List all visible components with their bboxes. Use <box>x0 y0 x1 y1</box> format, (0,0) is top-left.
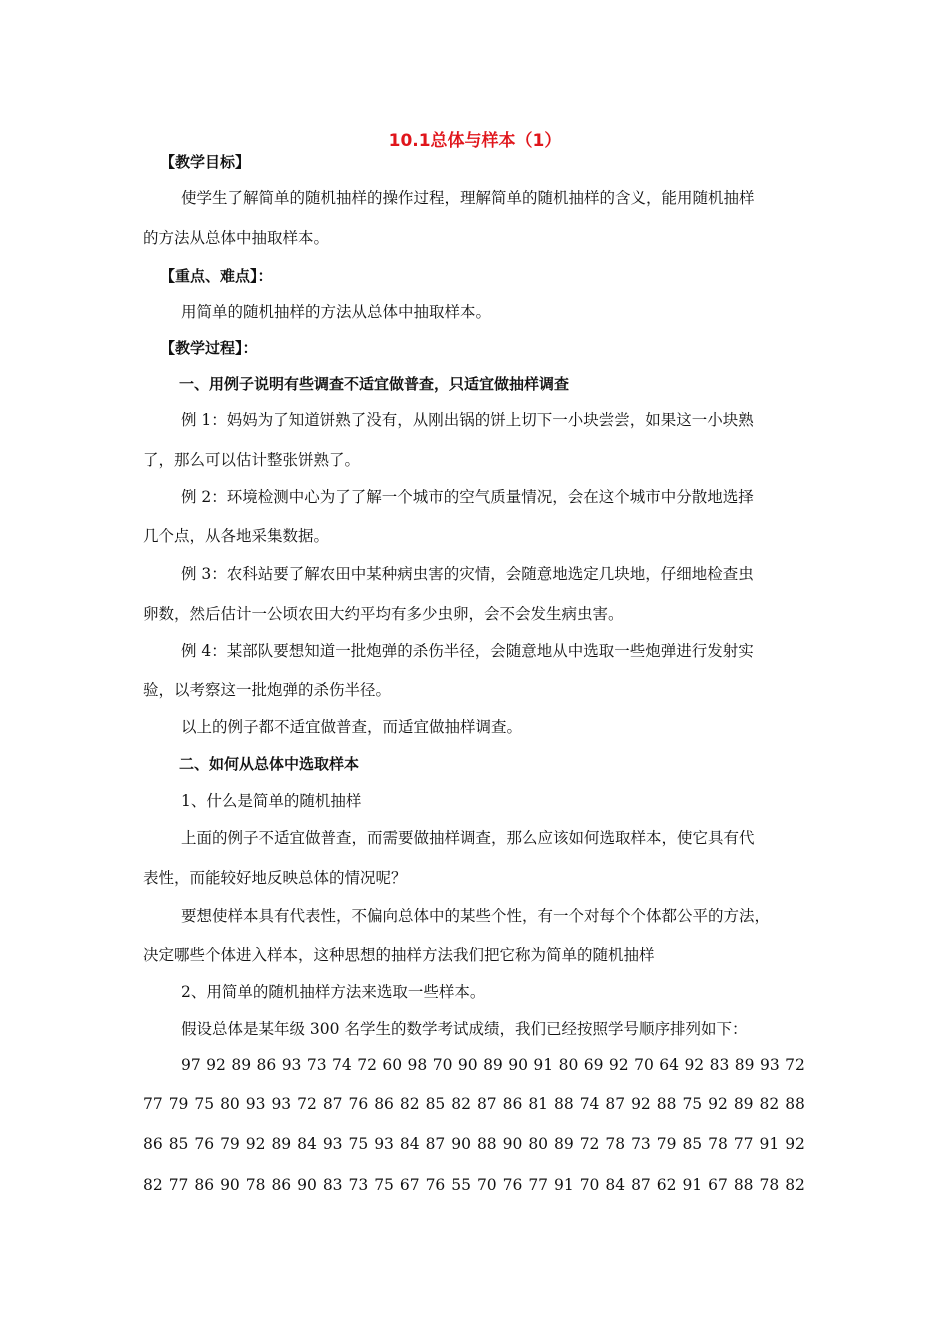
score-value: 87 <box>476 1095 497 1113</box>
score-value: 97 <box>181 1056 201 1074</box>
example3-line-1: 例 3：农科站要了解农田中某种病虫害的灾情，会随意地选定几块地，仔细地检查虫 <box>181 565 754 583</box>
score-value: 73 <box>306 1056 327 1074</box>
score-value: 91 <box>554 1176 574 1194</box>
score-value: 82 <box>759 1095 780 1113</box>
score-value: 90 <box>508 1056 528 1074</box>
score-value: 79 <box>656 1135 677 1153</box>
score-value: 83 <box>709 1056 730 1074</box>
score-value: 77 <box>168 1176 189 1194</box>
score-value: 72 <box>785 1056 805 1074</box>
score-value: 93 <box>271 1095 292 1113</box>
score-value: 93 <box>374 1135 394 1153</box>
scores-row-2 <box>143 1092 805 1116</box>
score-value: 76 <box>194 1135 215 1153</box>
score-value: 55 <box>451 1176 471 1194</box>
score-value: 80 <box>558 1056 579 1074</box>
score-value: 90 <box>451 1135 471 1153</box>
example3-line-2: 卵数，然后估计一公顷农田大约平均有多少虫卵，会不会发生病虫害。 <box>143 605 624 623</box>
score-value: 69 <box>583 1056 604 1074</box>
score-value: 67 <box>708 1176 728 1194</box>
score-value: 75 <box>194 1095 215 1113</box>
score-value: 84 <box>297 1135 317 1153</box>
score-value: 93 <box>281 1056 302 1074</box>
score-value: 64 <box>659 1056 679 1074</box>
score-value: 84 <box>399 1135 420 1153</box>
score-value: 75 <box>374 1176 394 1194</box>
subsection1-para2-line-1: 要想使样本具有代表性，不偏向总体中的某些个性，有一个对每个个体都公平的方法， <box>181 907 771 925</box>
score-value: 74 <box>579 1095 600 1113</box>
subsection1-para1-line-1: 上面的例子不适宜做普查，而需要做抽样调查，那么应该如何选取样本，使它具有代 <box>181 829 755 847</box>
key-points-heading: 【重点、难点】： <box>160 267 273 285</box>
score-value: 86 <box>256 1056 277 1074</box>
score-value: 70 <box>476 1176 497 1194</box>
example2-line-1: 例 2：环境检测中心为了了解一个城市的空气质量情况，会在这个城市中分散地选择 <box>181 488 754 506</box>
example1-line-1: 例 1：妈妈为了知道饼熟了没有，从刚出锅的饼上切下一小块尝尝，如果这一小块熟 <box>181 411 754 429</box>
score-value: 88 <box>554 1095 574 1113</box>
score-value: 60 <box>382 1056 403 1074</box>
score-value: 86 <box>502 1095 523 1113</box>
score-value: 79 <box>168 1095 189 1113</box>
objective-text-line-2: 的方法从总体中抽取样本。 <box>143 229 330 247</box>
score-value: 88 <box>785 1095 805 1113</box>
score-value: 78 <box>759 1176 780 1194</box>
score-value: 92 <box>785 1135 805 1153</box>
examples-summary: 以上的例子都不适宜做普查，而适宜做抽样调查。 <box>181 718 523 736</box>
score-value: 90 <box>502 1135 523 1153</box>
score-value: 82 <box>399 1095 420 1113</box>
score-value: 82 <box>451 1095 471 1113</box>
part2-heading: 二、如何从总体中选取样本 <box>179 755 360 773</box>
score-value: 82 <box>143 1176 163 1194</box>
score-value: 73 <box>348 1176 369 1194</box>
example1-line-2: 了，那么可以估计整张饼熟了。 <box>143 451 361 469</box>
score-value: 93 <box>245 1095 266 1113</box>
score-value: 81 <box>528 1095 549 1113</box>
score-value: 92 <box>631 1095 651 1113</box>
score-value: 89 <box>733 1095 754 1113</box>
score-value: 86 <box>271 1176 292 1194</box>
score-value: 76 <box>502 1176 523 1194</box>
score-value: 72 <box>297 1095 317 1113</box>
score-value: 70 <box>634 1056 654 1074</box>
score-value: 88 <box>656 1095 677 1113</box>
score-value: 92 <box>708 1095 728 1113</box>
score-value: 73 <box>631 1135 651 1153</box>
subsection1-para2-line-2: 决定哪些个体进入样本，这种思想的抽样方法我们把它称为简单的随机抽样 <box>143 946 655 964</box>
score-value: 85 <box>425 1095 446 1113</box>
score-value: 76 <box>425 1176 446 1194</box>
scores-row-3 <box>143 1132 805 1156</box>
score-value: 83 <box>322 1176 343 1194</box>
key-points-text: 用简单的随机抽样的方法从总体中抽取样本。 <box>181 303 492 321</box>
score-value: 92 <box>684 1056 705 1074</box>
score-value: 79 <box>220 1135 240 1153</box>
objective-heading: 【教学目标】 <box>160 153 251 171</box>
score-value: 93 <box>759 1056 780 1074</box>
score-value: 92 <box>608 1056 629 1074</box>
score-value: 86 <box>374 1095 394 1113</box>
score-value: 93 <box>322 1135 343 1153</box>
score-value: 76 <box>348 1095 369 1113</box>
score-value: 78 <box>708 1135 728 1153</box>
example4-line-2: 验，以考察这一批炮弹的杀伤半径。 <box>143 681 392 699</box>
score-value: 89 <box>231 1056 252 1074</box>
score-value: 78 <box>605 1135 626 1153</box>
scores-row-4 <box>143 1173 805 1197</box>
score-value: 91 <box>759 1135 780 1153</box>
score-value: 62 <box>656 1176 677 1194</box>
score-value: 92 <box>245 1135 266 1153</box>
part1-heading: 一、用例子说明有些调查不适宜做普查，只适宜做抽样调查 <box>179 375 570 393</box>
score-value: 72 <box>357 1056 377 1074</box>
score-value: 87 <box>605 1095 626 1113</box>
score-value: 89 <box>483 1056 503 1074</box>
subsection2-heading: 2、用简单的随机抽样方法来选取一些样本。 <box>181 983 486 1001</box>
score-value: 77 <box>143 1095 163 1113</box>
score-value: 87 <box>425 1135 446 1153</box>
subsection1-para1-line-2: 表性，而能较好地反映总体的情况呢？ <box>143 869 407 887</box>
score-value: 78 <box>245 1176 266 1194</box>
score-value: 88 <box>733 1176 754 1194</box>
score-value: 91 <box>682 1176 703 1194</box>
score-value: 90 <box>457 1056 478 1074</box>
score-value: 77 <box>733 1135 754 1153</box>
score-value: 89 <box>734 1056 755 1074</box>
score-value: 92 <box>206 1056 226 1074</box>
objective-text-line-1: 使学生了解简单的随机抽样的操作过程，理解简单的随机抽样的含义，能用随机抽样 <box>181 189 755 207</box>
score-value: 91 <box>533 1056 554 1074</box>
score-value: 75 <box>682 1095 703 1113</box>
score-value: 86 <box>143 1135 163 1153</box>
score-value: 98 <box>407 1056 428 1074</box>
process-heading: 【教学过程】： <box>160 339 258 357</box>
score-value: 88 <box>476 1135 497 1153</box>
score-value: 84 <box>605 1176 626 1194</box>
score-value: 74 <box>332 1056 352 1074</box>
document-title: 10.1总体与样本（1） <box>388 131 562 151</box>
score-value: 80 <box>528 1135 549 1153</box>
score-value: 86 <box>194 1176 215 1194</box>
score-value: 77 <box>528 1176 549 1194</box>
score-value: 70 <box>432 1056 453 1074</box>
score-value: 89 <box>554 1135 574 1153</box>
score-value: 82 <box>785 1176 805 1194</box>
score-value: 75 <box>348 1135 369 1153</box>
scores-row-1 <box>181 1053 805 1077</box>
score-value: 70 <box>579 1176 600 1194</box>
score-value: 90 <box>220 1176 240 1194</box>
score-value: 89 <box>271 1135 292 1153</box>
score-value: 67 <box>399 1176 420 1194</box>
subsection2-para1: 假设总体是某年级 300 名学生的数学考试成绩，我们已经按照学号顺序排列如下： <box>181 1020 748 1038</box>
score-value: 87 <box>322 1095 343 1113</box>
score-value: 90 <box>297 1176 317 1194</box>
example4-line-1: 例 4：某部队要想知道一批炮弹的杀伤半径，会随意地从中选取一些炮弹进行发射实 <box>181 642 754 660</box>
score-value: 85 <box>168 1135 189 1153</box>
score-value: 80 <box>220 1095 240 1113</box>
subsection1-heading: 1、什么是简单的随机抽样 <box>181 792 362 810</box>
score-value: 72 <box>579 1135 600 1153</box>
example2-line-2: 几个点，从各地采集数据。 <box>143 527 330 545</box>
score-value: 85 <box>682 1135 703 1153</box>
score-value: 87 <box>631 1176 651 1194</box>
